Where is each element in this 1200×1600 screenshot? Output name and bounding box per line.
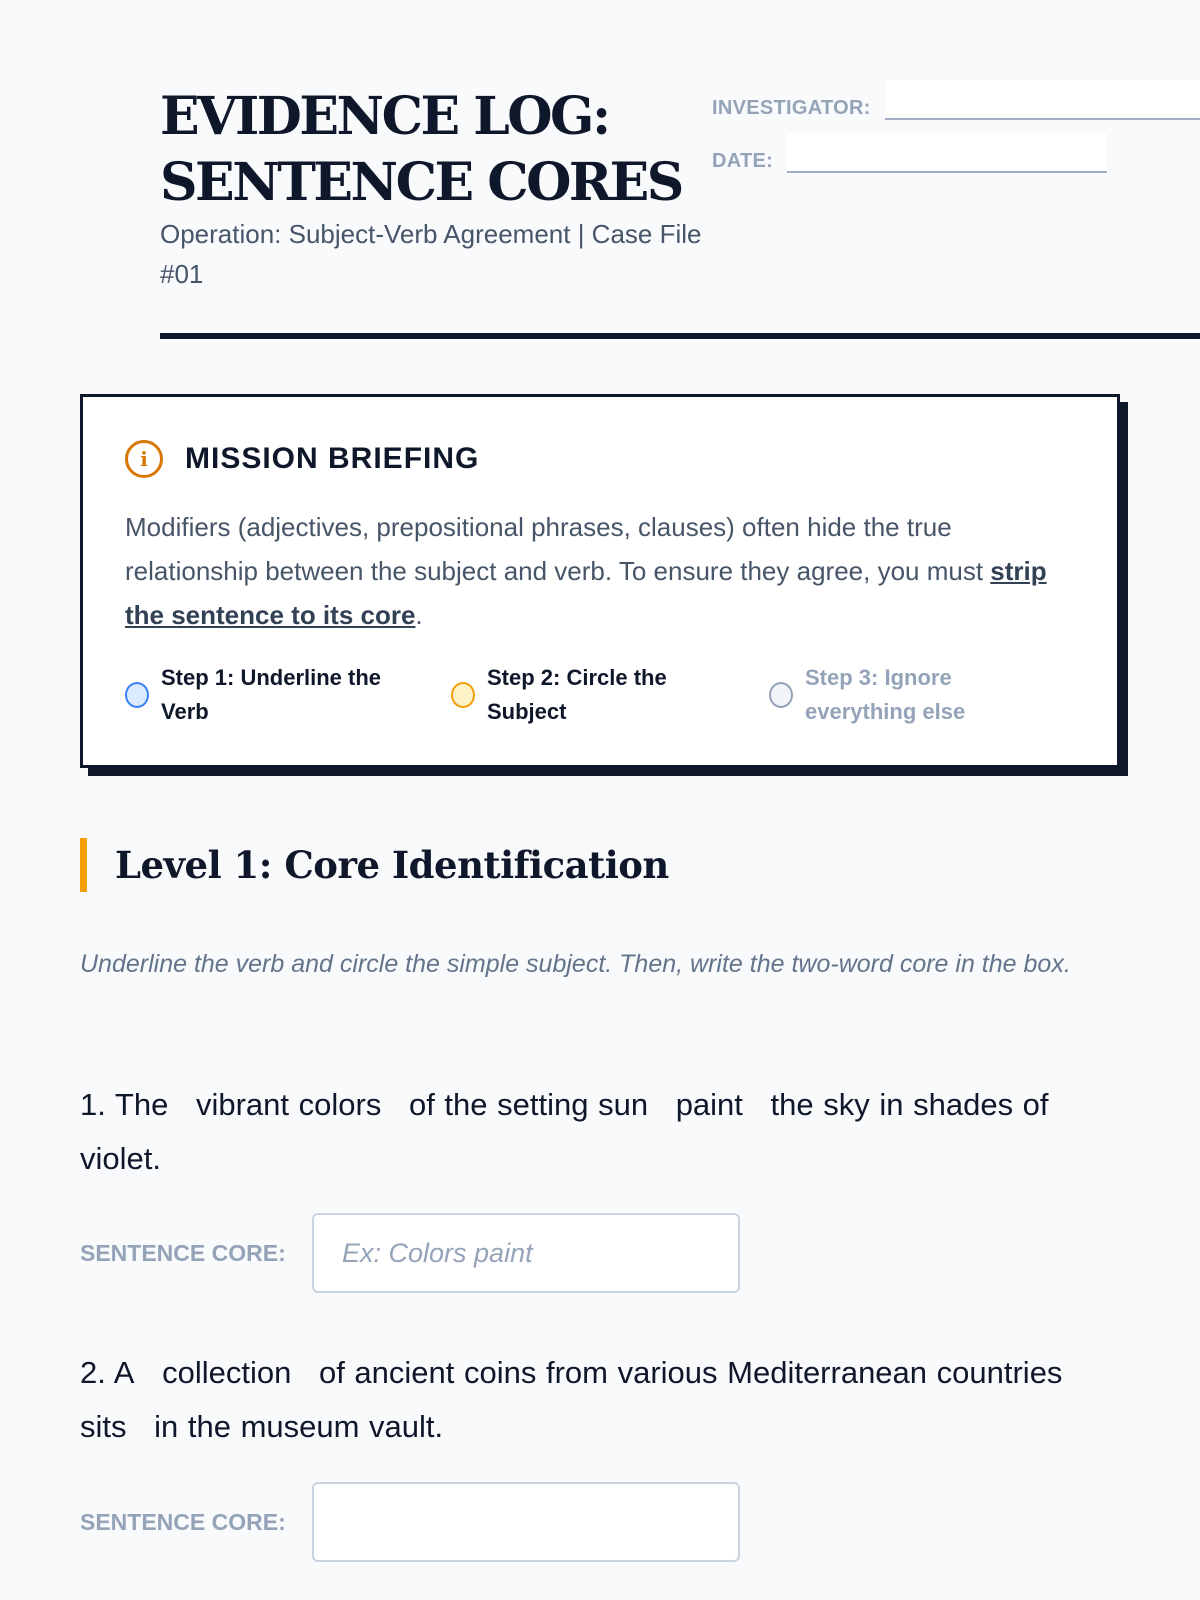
- question-2-number: 2.: [80, 1355, 106, 1390]
- date-row: [712, 133, 1107, 173]
- briefing-text-end: .: [415, 600, 423, 630]
- question-1-number: 1.: [80, 1087, 106, 1122]
- question-1-part-1: The: [114, 1087, 169, 1122]
- info-icon: i: [125, 440, 163, 478]
- step-3: [769, 661, 1005, 729]
- date-field[interactable]: [787, 133, 1107, 173]
- question-1-part-2: vibrant colors: [195, 1087, 382, 1122]
- mission-briefing: [80, 394, 1120, 768]
- question-1-core-label: SENTENCE CORE:: [80, 1239, 286, 1266]
- question-1-part-4: paint: [675, 1087, 743, 1122]
- question-2-part-1: A: [113, 1355, 135, 1390]
- steps-list: [125, 661, 1075, 729]
- briefing-title: MISSION BRIEFING: [185, 442, 480, 475]
- page-subtitle: Operation: Subject-Verb Agreement | Case File #01: [160, 219, 702, 289]
- step-2-label: Step 2: Circle the Subject: [487, 665, 667, 724]
- question-1-part-3: of the setting sun: [408, 1087, 649, 1122]
- question-2-core-row: [80, 1482, 740, 1562]
- step-3-marker-icon: [769, 682, 793, 708]
- question-1-part-5: the sky in shades of violet.: [80, 1087, 1049, 1176]
- header-divider: [160, 333, 1200, 339]
- briefing-text-body: Modifiers (adjectives, prepositional phrases, clauses) often hide the true relationship between the subject and verb. To ensure they agree, you must: [125, 512, 991, 586]
- level-title: Level 1: Core Identification: [80, 838, 669, 892]
- question-2-part-5: in the museum vault.: [154, 1409, 444, 1444]
- briefing-emphasis: strip the sentence to its core: [125, 556, 1047, 630]
- question-2-core-input[interactable]: [312, 1482, 740, 1562]
- question-1-core-input[interactable]: [312, 1213, 740, 1293]
- briefing-header: [125, 439, 1075, 479]
- level-instruction: Underline the verb and circle the simple subject. Then, write the two-word core in the box.: [80, 950, 1071, 978]
- question-1: [80, 1078, 1120, 1186]
- page-title: EVIDENCE LOG: SENTENCE CORES: [160, 86, 682, 213]
- question-2-part-4: sits: [80, 1409, 127, 1444]
- date-label: DATE:: [712, 150, 774, 172]
- step-1: [125, 661, 451, 729]
- question-2-part-2: collection: [162, 1355, 292, 1390]
- step-1-label: Step 1: Underline the Verb: [161, 665, 382, 724]
- question-1-core-row: [80, 1213, 740, 1293]
- investigator-row: [712, 80, 1200, 120]
- step-2-marker-icon: [451, 682, 475, 708]
- investigator-field[interactable]: [885, 80, 1200, 120]
- header: [80, 0, 1120, 340]
- briefing-text: [125, 505, 1085, 637]
- question-2-core-label: SENTENCE CORE:: [80, 1508, 286, 1535]
- question-2: [80, 1346, 1120, 1454]
- step-3-label: Step 3: Ignore everything else: [805, 665, 966, 724]
- investigator-label: INVESTIGATOR:: [712, 97, 871, 119]
- step-1-marker-icon: [125, 682, 149, 708]
- step-2: [451, 661, 769, 729]
- question-2-part-3: of ancient coins from various Mediterranean countries: [318, 1355, 1063, 1390]
